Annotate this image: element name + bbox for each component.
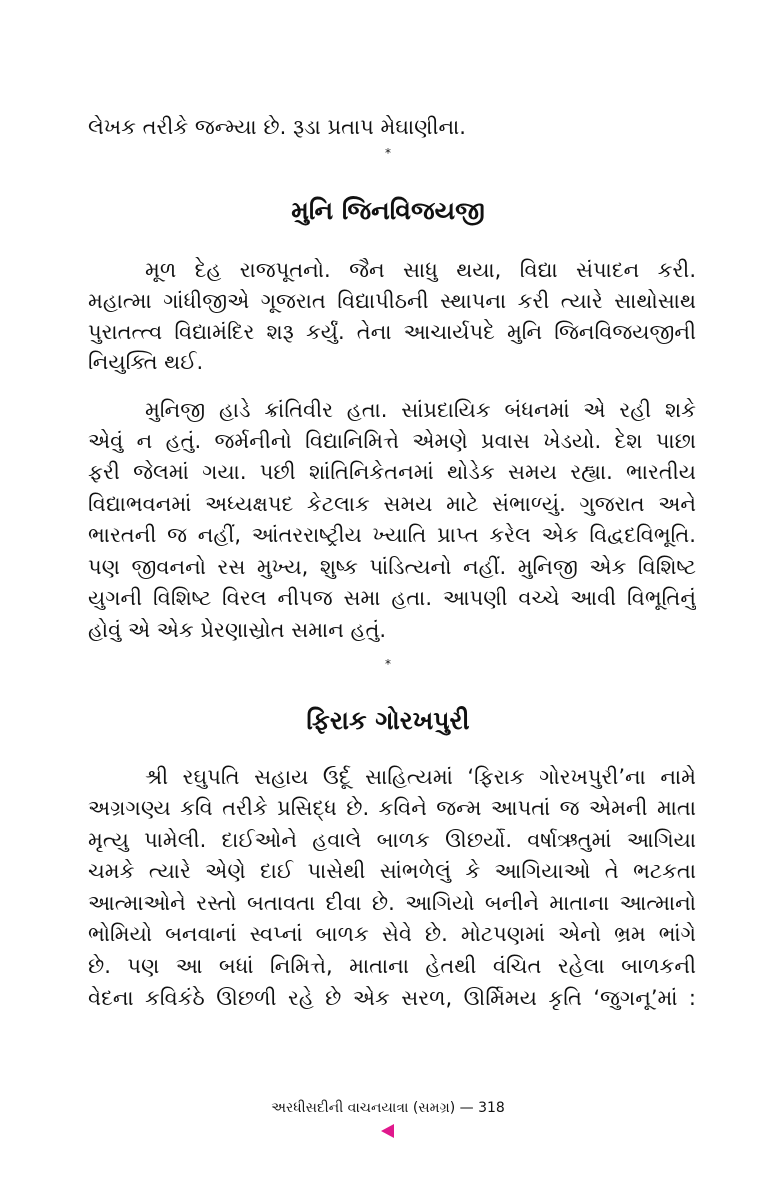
body-line: શ્રી રઘુપતિ સહાય ઉર્દૂ સાહિત્યમાં ‘ફિરાક ગોરખપુરી’ના નામે [145, 765, 696, 789]
body-line: ફરી જેલમાં ગયા. પછી શાંતિનિકેતનમાં થોડેક સમય રહ્યા. ભારતીય [88, 460, 696, 484]
body-line: આત્માઓને રસ્તો બતાવતા દીવા છે. આગિયો બનીને માતાના આત્માનો [88, 891, 696, 915]
body-line: યુગની વિશિષ્ટ વિરલ નીપજ સમા હતા. આપણી વચ્ચે આવી વિભૂતિનું [88, 586, 696, 610]
body-line: મૂળ દેહ રાજપૂતનો. જૈન સાધુ થયા, વિદ્યા સંપાદન કરી. [145, 258, 696, 282]
body-line: હોવું એ એક પ્રેરણાસ્રોત સમાન હતું. [88, 618, 387, 642]
body-line: મહાત્મા ગાંધીજીએ ગૂજરાત વિદ્યાપીઠની સ્થાપના કરી ત્યારે સાથોસાથ [88, 289, 696, 313]
body-line: પુરાતત્ત્વ વિદ્યામંદિર શરૂ કર્યું. તેના આચાર્યપદે મુનિ જિનવિજયજીની [88, 320, 696, 344]
body-line: અગ્રગણ્ય કવિ તરીકે પ્રસિદ્ધ છે. કવિને જન્મ આપતાં જ એમની માતા [88, 796, 696, 820]
body-line: મૃત્યુ પામેલી. દાઈઓને હવાલે બાળક ઊછર્યો. વર્ષાઋતુમાં આગિયા [88, 828, 696, 852]
section-heading: ફિરાક ગોરખપુરી [306, 706, 470, 735]
body-line: વેદના કવિકંઠે ઊછળી રહે છે એક સરળ, ઊર્મિમય કૃતિ ‘જુગનૂ’માં : [88, 986, 696, 1010]
body-line: લેખક તરીકે જન્મ્યા છે. રૂડા પ્રતાપ મેઘાણીના. [88, 115, 466, 139]
body-line: નિયુક્તિ થઈ. [88, 350, 204, 374]
separator: * [385, 146, 391, 160]
body-line: મુનિજી હાડે ક્રાંતિવીર હતા. સાંપ્રદાયિક બંધનમાં એ રહી શકે [145, 398, 696, 422]
body-line: ભારતની જ નહીં, આંતરરાષ્ટ્રીય ખ્યાતિ પ્રાપ્ત કરેલ એક વિદ્વદવિભૂતિ. [88, 523, 696, 547]
page-footer: અરધીસદીની વાચનયાત્રા (સમગ્ર) — 318 [271, 1100, 505, 1116]
body-line: પણ જીવનનો રસ મુખ્ય, શુષ્ક પાંડિત્યનો નહીં. મુનિજી એક વિશિષ્ટ [88, 555, 696, 579]
section-heading: મુનિ જિનવિજયજી [291, 196, 485, 225]
previous-page-triangle-icon[interactable] [381, 1124, 394, 1138]
body-line: વિદ્યાભવનમાં અધ્યક્ષપદ કેટલાક સમય માટે સંભાળ્યું. ગુજરાત અને [88, 492, 696, 516]
body-line: ભોમિયો બનવાનાં સ્વપ્નાં બાળક સેવે છે. મોટપણમાં એનો ભ્રમ ભાંગે [88, 922, 696, 946]
body-line: એવું ન હતું. જર્મનીનો વિદ્યાનિમિત્તે એમણે પ્રવાસ ખેડયો. દેશ પાછા [88, 429, 696, 453]
body-line: ચમકે ત્યારે એણે દાઈ પાસેથી સાંભળેલું કે આગિયાઓ તે ભટકતા [88, 859, 696, 883]
separator: * [385, 657, 391, 671]
body-line: છે. પણ આ બધાં નિમિત્તે, માતાના હેતથી વંચિત રહેલા બાળકની [88, 954, 696, 978]
